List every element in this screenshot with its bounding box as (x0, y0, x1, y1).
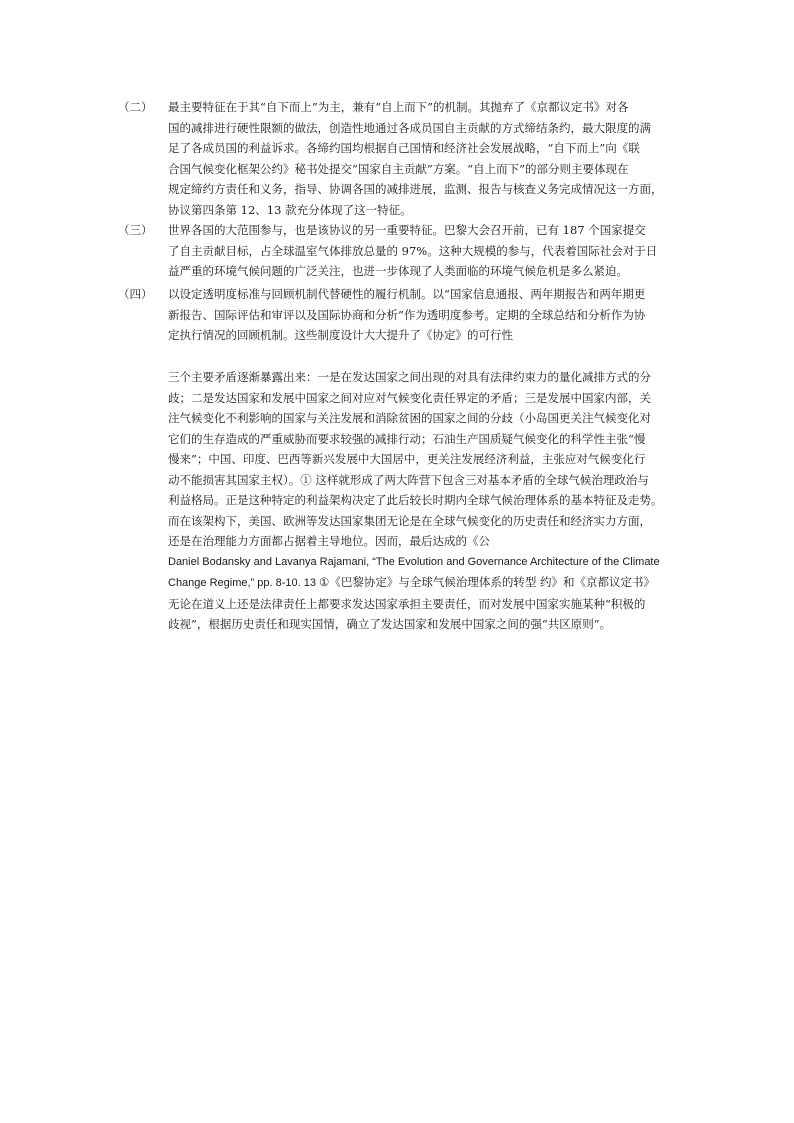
text-line: 歧视”，根据历史责任和现实国情，确立了发达国家和发展中国家之间的强“共区原则”。 (168, 617, 612, 631)
item-number: （三） (118, 223, 153, 237)
text-line: 国的减排进行硬性限额的做法，创造性地通过各成员国自主贡献的方式缔结条约，最大限度的满 (168, 120, 651, 135)
list-item-2 (118, 97, 693, 220)
text-line: 无论在道义上还是法律责任上都要求发达国家承担主要责任，而对发展中国家实施某种“积极的 (168, 596, 646, 611)
text-line: 定执行情况的回顾机制。这些制度设计大大提升了《协定》的可行性 (168, 328, 513, 342)
list-item-4 (118, 284, 693, 346)
body-paragraph (168, 367, 693, 635)
text-line: 利益格局。正是这种特定的利益架构决定了此后较长时期内全球气候治理体系的基本特征及走势。 (168, 493, 663, 507)
text-line: 动不能损害其国家主权）。① 这样就形成了两大阵营下包含三对基本矛盾的全球气候治理政治与 (168, 472, 649, 487)
text-line: 了自主贡献目标，占全球温室气体排放总量的 97%。这种大规模的参与，代表着国际社会对于日 (168, 243, 658, 258)
text-line: 歧；二是发达国家和发展中国家之间对应对气候变化责任界定的矛盾；三是发展中国家内部，关 (168, 390, 651, 405)
item-number: （二） (118, 100, 153, 114)
text-line: 它们的生存造成的严重威胁而要求较强的减排行动；石油生产国质疑气候变化的科学性主张“慢 (168, 431, 646, 446)
item-text (168, 220, 693, 282)
text-line: 合国气候变化框架公约》秘书处提交“国家自主贡献”方案。“自上而下”的部分则主要体现在 (168, 161, 629, 176)
text-line: 新报告、国际评估和审评以及国际协商和分析”作为透明度参考。定期的全球总结和分析作为协 (168, 307, 646, 322)
text-line: 而在该架构下，美国、欧洲等发达国家集团无论是在全球气候变化的历史责任和经济实力方面， (168, 513, 651, 528)
text-line: 注气候变化不利影响的国家与关注发展和消除贫困的国家之间的分歧（小岛国更关注气候变化对 (168, 411, 651, 425)
text-line: 协议第四条第 12、13 款充分体现了这一特征。 (168, 202, 412, 217)
footnote-citation: Daniel Bodansky and Lavanya Rajamani, “The Evolution and Governance Architecture of the Climate (168, 555, 660, 568)
list-item-3 (118, 220, 693, 282)
text-line (168, 572, 693, 594)
text-line: 最主要特征在于其“自下而上”为主，兼有“自上而下”的机制。其抛弃了《京都议定书》对各 (168, 100, 629, 114)
item-text (168, 97, 693, 220)
item-text (168, 284, 693, 346)
text-line: 足了各成员国的利益诉求。各缔约国均根据自己国情和经济社会发展战略，“自下而上”向《联 (168, 141, 640, 155)
text-line: 还是在治理能力方面都占据着主导地位。因而，最后达成的《公 (168, 534, 490, 548)
footnote-text: ①《巴黎协定》与全球气候治理体系的转型 约》和《京都议定书》 (319, 575, 656, 589)
item-number: （四） (118, 287, 153, 301)
text-line: 规定缔约方责任和义务，指导、协调各国的减排进展，监测、报告与核查义务完成情况这一方面， (168, 182, 663, 196)
text-line: 慢来”；中国、印度、巴西等新兴发展中大国居中，更关注发展经济利益，主张应对气候变化行 (168, 452, 646, 466)
text-line: 三个主要矛盾逐渐暴露出来：一是在发达国家之间出现的对具有法律约束力的量化减排方式的分 (168, 370, 651, 384)
text-line: 世界各国的大范围参与，也是该协议的另一重要特征。巴黎大会召开前，已有 187 个国家提交 (168, 223, 646, 237)
text-line: 益严重的环境气候问题的广泛关注，也进一步体现了人类面临的环境气候危机是多么紧迫。 (168, 264, 628, 278)
footnote-citation-tail: Change Regime,” pp. 8-10. 13 (168, 577, 320, 589)
text-line: 以设定透明度标准与回顾机制代替硬性的履行机制。以“国家信息通报、两年期报告和两年期更 (168, 287, 646, 301)
